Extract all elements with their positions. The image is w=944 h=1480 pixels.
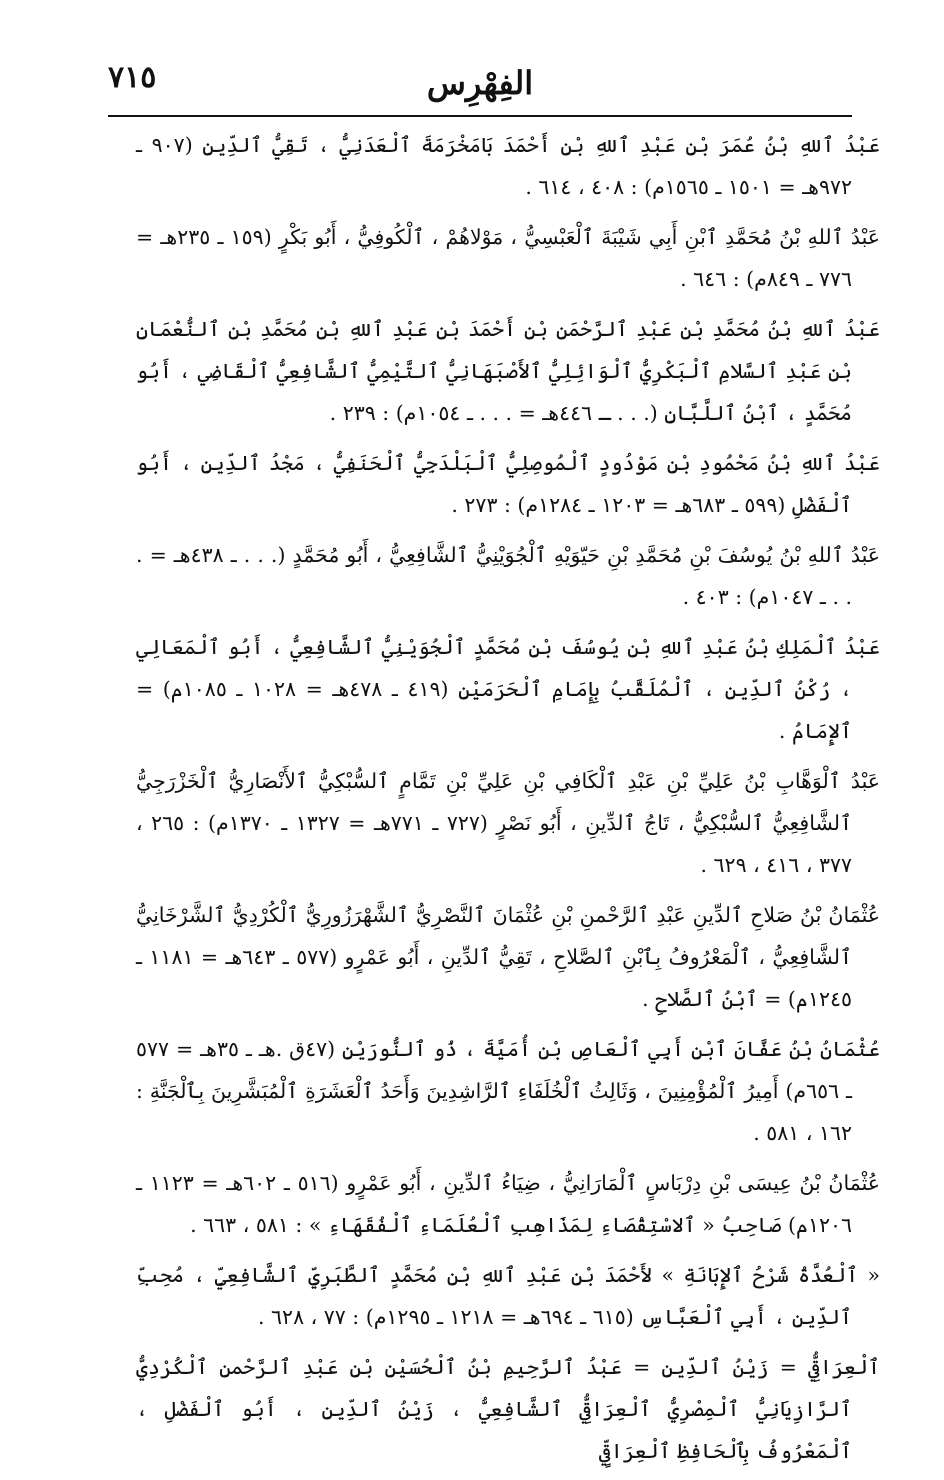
- index-entry: « ٱلْعُدَّةُ شَرْحُ ٱلإِبَانَةِ » لأَحْمَدَ بْنِ عَبْدِ ٱللهِ بْنِ مُحَمَّدٍ ٱلطَّبَرِيِّ ٱلشَّافِعِيِّ ، مُحِبِّ ٱلدِّينِ ، أَبِي ٱلْعَبَّاسِ (٦١٥ ـ ٦٩٤هـ = ١٢١٨ ـ ١٢٩٥م) : ٧٧ ، ٦٢٨ .: [136, 1263, 880, 1329]
- header-rule: [108, 115, 852, 117]
- index-entry: عُثْمَانُ بْنُ صَلاحِ ٱلدِّينِ عَبْدِ ٱلرَّحْمنِ بْنِ عُثْمَانَ ٱلنَّصْرِيُّ ٱلشَّهْرَزُورِيُّ ٱلْكُرْدِيُّ ٱلشَّرْخَانِيُّ ٱلشَّافِعِيُّ ، ٱلْمَعْرُوفُ بِٱبْنِ ٱلصَّلاحِ ، تَقِيُّ ٱلدِّينِ ، أَبُو عَمْرٍو (٥٧٧ ـ ٦٤٣هـ = ١١٨١ ـ ١٢٤٥م) = ٱبْنُ ٱلصَّلاحِ .: [136, 903, 880, 1011]
- index-entry: عَبْدُ ٱللهِ بْنُ مُحَمَّدِ بْنِ عَبْدِ ٱلرَّحْمَنِ بْنِ أَحْمَدَ بْنِ عَبْدِ ٱللهِ بْنِ مُحَمَّدِ بْنِ ٱلنُّعْمَانِ بْنِ عَبْدِ ٱلسَّلامِ ٱلْبَكْرِيُّ ٱلْوَائِلِيُّ ٱلأَصْبَهَانِيُّ ٱلتَّيْمِيُّ ٱلشَّافِعِيُّ ٱلْقَاضِي ، أَبُو مُحَمَّدٍ ، ٱبْنُ ٱللَّبَّانِ (. . . ـ ٤٤٦هـ = . . . ـ ١٠٥٤م) : ٢٣٩ .: [136, 317, 880, 425]
- index-entry: عَبْدُ ٱللهِ بْنُ مَحْمُودِ بْنِ مَوْدُودٍ ٱلْمُوصِلِيُّ ٱلْبَلْدَجِيُّ ٱلْحَنَفِيُّ ، مَجْدُ ٱلدِّينِ ، أَبُو ٱلْفَضْلِ (٥٩٩ ـ ٦٨٣هـ = ١٢٠٣ ـ ١٢٨٤م) : ٢٧٣ .: [136, 451, 880, 517]
- page-number: ٧١٥: [108, 60, 157, 95]
- index-entry: عَبْدُ ٱلْمَلِكِ بْنُ عَبْدِ ٱللهِ بْنِ يُوسُفَ بْنِ مُحَمَّدٍ ٱلْجُوَيْنِيُّ ٱلشَّافِعِيُّ ، أَبُو ٱلْمَعَالِي ، رُكْنُ ٱلدِّينِ ، ٱلْمُلَقَّبُ بِإِمَامِ ٱلْحَرَمَيْنِ (٤١٩ ـ ٤٧٨هـ = ١٠٢٨ ـ ١٠٨٥م) = ٱلإِمَامُ .: [136, 635, 880, 743]
- index-entry: عُثْمَانُ بْنُ عَفَّانَ ٱبْنِ أَبِي ٱلْعَاصِ بْنِ أُمَيَّةَ ، ذُو ٱلنُّورَيْنِ (٤٧ق .هـ ـ ٣٥هـ = ٥٧٧ ـ ٦٥٦م) أَمِيرُ ٱلْمُؤْمِنِينَ ، وَثَالِثُ ٱلْخُلَفَاءِ ٱلرَّاشِدِينَ وَأَحَدُ ٱلْعَشَرَةِ ٱلْمُبَشَّرِينَ بِٱلْجَنَّةِ : ١٦٢ ، ٥٨١ .: [136, 1037, 881, 1145]
- page-header: [108, 58, 852, 108]
- index-entry: عَبْدُ ٱللهِ بْنُ يُوسُفَ بْنِ مُحَمَّدِ بْنِ حَيّوَيْهِ ٱلْجُوَيْنِيُّ ٱلشَّافِعِيُّ ، أَبُو مُحَمَّدٍ (. . . ـ ٤٣٨هـ = . . . ـ ١٠٤٧م) : ٤٠٣ .: [136, 543, 881, 609]
- index-entry: ٱلْعِرَاقِيُّ = زَيْنُ ٱلدِّينِ = عَبْدُ ٱلرَّحِيمِ بْنُ ٱلْحُسَيْنِ بْنِ عَبْدِ ٱلرَّحْمنِ ٱلْكُرْدِيُّ ٱلرَّازِيَانِيُّ ٱلْمِصْرِيُّ ٱلْعِرَاقِيُّ ٱلشَّافِعِيُّ ، زَيْنُ ٱلدِّينِ ، أَبُو ٱلْفَضْلِ ، ٱلْمَعْرُوفُ بِٱلْحَافِظِ ٱلْعِرَاقِيِّ: [136, 1355, 880, 1463]
- page-title: الفِهْرِس: [426, 64, 534, 102]
- index-entry: عَبْدُ ٱللهِ بْنُ مُحَمَّدِ ٱبْنِ أَبِي شَيْبَةَ ٱلْعَبْسِيُّ ، مَوْلاهُمْ ، ٱلْكُوفِيُّ ، أَبُو بَكْرٍ (١٥٩ ـ ٢٣٥هـ = ٧٧٦ ـ ٨٤٩م) : ٦٤٦ .: [136, 225, 880, 291]
- index-entry: عُثْمَانُ بْنُ عِيسَى بْنِ دِرْبَاسٍ ٱلْمَارَانِيُّ ، ضِيَاءُ ٱلدِّينِ ، أَبُو عَمْرٍو (٥١٦ ـ ٦٠٢هـ = ١١٢٣ ـ ١٢٠٦م) صَاحِبُ « ٱلاسْتِقْصَاءِ لِمَذَاهِبِ ٱلْعُلَمَاءِ ٱلْفُقَهَاءِ » : ٥٨١ ، ٦٦٣ .: [136, 1171, 880, 1237]
- index-entries: [108, 124, 881, 1480]
- index-entry: عَبْدُ ٱلْوَهَّابِ بْنُ عَلِيِّ بْنِ عَبْدِ ٱلْكَافِي بْنِ عَلِيِّ بْنِ تَمَّامٍ ٱلسُّبْكِيُّ ٱلأَنْصَارِيُّ ٱلْخَزْرَجِيُّ ٱلشَّافِعِيُّ ٱلسُّبْكِيُّ ، تَاجُ ٱلدِّينِ ، أَبُو نَصْرٍ (٧٢٧ ـ ٧٧١هـ = ١٣٢٧ ـ ١٣٧٠م) : ٢٦٥ ، ٣٧٧ ، ٤١٦ ، ٦٢٩ .: [136, 769, 880, 877]
- index-entry: عَبْدُ ٱللهِ بْنُ عُمَرَ بْنِ عَبْدِ ٱللهِ بْنِ أَحْمَدَ بَامَخْرَمَةَ ٱلْعَدَنِيُّ ، تَقِيُّ ٱلدِّينِ (٩٠٧ ـ ٩٧٢هـ = ١٥٠١ ـ ١٥٦٥م) : ٤٠٨ ، ٦١٤ .: [136, 133, 880, 199]
